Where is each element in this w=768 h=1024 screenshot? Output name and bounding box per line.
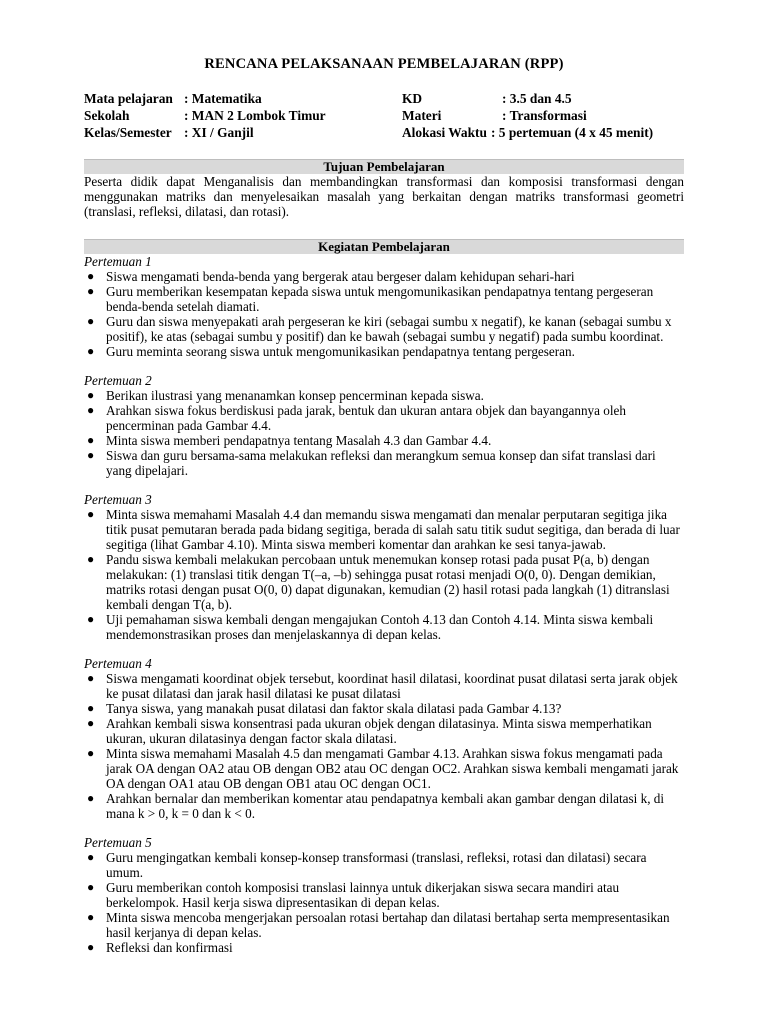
meeting-activity-list xyxy=(84,850,684,955)
list-item xyxy=(84,284,684,314)
list-item-text: Guru memberikan contoh komposisi translasi lainnya untuk dikerjakan siswa secara mandiri atau berkelompok. Hasil kerja siswa dipresentasikan di depan kelas. xyxy=(106,880,620,910)
meta-value: : Transformasi xyxy=(502,108,587,123)
list-item xyxy=(84,746,684,791)
bullet-icon: ● xyxy=(87,448,95,462)
meeting-title: Pertemuan 1 xyxy=(84,254,152,269)
list-item xyxy=(84,507,684,552)
meta-value: : XI / Ganjil xyxy=(184,125,254,140)
bullet-icon: ● xyxy=(87,701,95,715)
list-item xyxy=(84,791,684,821)
kegiatan-header: Kegiatan Pembelajaran xyxy=(84,239,684,254)
meeting-activity-list xyxy=(84,507,684,642)
bullet-icon: ● xyxy=(87,403,95,417)
meta-row-alokasi xyxy=(402,124,653,141)
list-item xyxy=(84,344,684,359)
list-item-text: Minta siswa mencoba mengerjakan persoalan rotasi bertahap dan dilatasi bertahap serta mempresentasikan hasil kerjanya di depan kelas. xyxy=(106,910,670,940)
meeting-section xyxy=(84,492,684,642)
list-item xyxy=(84,671,684,701)
meeting-section xyxy=(84,373,684,478)
list-item-text: Guru meminta seorang siswa untuk mengomunikasikan pendapatnya tentang pergeseran. xyxy=(106,344,575,359)
list-item-text: Arahkan siswa fokus berdiskusi pada jarak, bentuk dan ukuran antara objek dan bayangannya oleh pencerminan pada Gambar 4.4. xyxy=(106,403,627,433)
list-item xyxy=(84,403,684,433)
bullet-icon: ● xyxy=(87,880,95,894)
meta-label: KD xyxy=(402,91,423,106)
meta-value: : 3.5 dan 4.5 xyxy=(502,91,572,106)
bullet-icon: ● xyxy=(87,671,95,685)
list-item-text: Minta siswa memahami Masalah 4.4 dan memandu siswa mengamati dan menalar perputaran segitiga jika titik pusat pemutaran berada pada bidang segitiga, berada di salah satu titik sudut segitiga, dan berada di luar segitiga (lihat Gambar 4.10). Minta siswa memberi komentar dan arahkan ke sesi tanya-jawab. xyxy=(106,507,680,552)
list-item-text: Siswa mengamati benda-benda yang bergerak atau bergeser dalam kehidupan sehari-hari xyxy=(106,269,575,284)
list-item xyxy=(84,940,684,955)
bullet-icon: ● xyxy=(87,314,95,328)
document-title: RENCANA PELAKSANAAN PEMBELAJARAN (RPP) xyxy=(204,56,564,72)
list-item xyxy=(84,388,684,403)
list-item-text: Siswa mengamati koordinat objek tersebut, koordinat hasil dilatasi, koordinat pusat dilatasi serta jarak objek ke pusat dilatasi dan jarak hasil dilatasi ke pusat dilatasi xyxy=(106,671,678,701)
bullet-icon: ● xyxy=(87,433,95,447)
meta-row-subject xyxy=(84,90,402,107)
list-item-text: Guru memberikan kesempatan kepada siswa untuk mengomunikasikan pendapatnya tentang pergeseran benda-benda setelah diamati. xyxy=(106,284,654,314)
meta-row-materi xyxy=(402,107,653,124)
meeting-section xyxy=(84,835,684,955)
kegiatan-sections xyxy=(84,254,684,955)
list-item-text: Pandu siswa kembali melakukan percobaan untuk menemukan konsep rotasi pada pusat P(a, b) dengan melakukan: (1) translasi titik dengan T(–a, –b) sehingga pusat rotasi menjadi O(0, 0). Dengan demikian, matriks rotasi dengan pusat O(0, 0) dapat digunakan, kemudian (2) hasil rotasi pada langkah (1) ditranslasi kembali dengan T(a, b). xyxy=(106,552,670,612)
meeting-activity-list xyxy=(84,671,684,821)
meta-label: Mata pelajaran xyxy=(84,91,173,106)
bullet-icon: ● xyxy=(87,507,95,521)
meeting-title: Pertemuan 5 xyxy=(84,835,152,850)
meeting-section xyxy=(84,656,684,821)
bullet-icon: ● xyxy=(87,284,95,298)
meeting-title: Pertemuan 4 xyxy=(84,656,152,671)
bullet-icon: ● xyxy=(87,791,95,805)
tujuan-text: Peserta didik dapat Menganalisis dan membandingkan transformasi dan komposisi transformasi dengan menggunakan matriks dan menyelesaikan masalah yang berkaitan dengan matriks transformasi geometri (translasi, refleksi, dilatasi, dan rotasi). xyxy=(84,174,684,219)
bullet-icon: ● xyxy=(87,388,95,402)
meta-value: : Matematika xyxy=(184,91,262,106)
list-item xyxy=(84,448,684,478)
bullet-icon: ● xyxy=(87,746,95,760)
meta-value: : 5 pertemuan (4 x 45 menit) xyxy=(490,125,654,140)
meta-row-kd xyxy=(402,90,653,107)
list-item xyxy=(84,850,684,880)
meta-label: Kelas/Semester xyxy=(84,125,172,140)
list-item-text: Arahkan kembali siswa konsentrasi pada ukuran objek dengan dilatasinya. Minta siswa memperhatikan ukuran, ukuran dilatasinya dengan factor skala dilatasi. xyxy=(106,716,652,746)
list-item-text: Arahkan bernalar dan memberikan komentar atau pendapatnya kembali akan gambar dengan dilatasi k, di mana k > 0, k = 0 dan k < 0. xyxy=(106,791,665,821)
tujuan-header: Tujuan Pembelajaran xyxy=(84,159,684,174)
meeting-title: Pertemuan 3 xyxy=(84,492,152,507)
meta-right xyxy=(402,90,653,141)
bullet-icon: ● xyxy=(87,269,95,283)
meta-label: Alokasi Waktu xyxy=(402,125,487,140)
meeting-activity-list xyxy=(84,269,684,359)
list-item-text: Refleksi dan konfirmasi xyxy=(106,940,233,955)
bullet-icon: ● xyxy=(87,850,95,864)
meta-row-class xyxy=(84,124,402,141)
list-item xyxy=(84,880,684,910)
list-item xyxy=(84,314,684,344)
list-item-text: Uji pemahaman siswa kembali dengan mengajukan Contoh 4.13 dan Contoh 4.14. Minta siswa kembali mendemonstrasikan proses dan menjelaskannya di depan kelas. xyxy=(106,612,654,642)
meeting-title: Pertemuan 2 xyxy=(84,373,152,388)
list-item-text: Siswa dan guru bersama-sama melakukan refleksi dan merangkum semua konsep dan sifat translasi dari yang dipelajari. xyxy=(106,448,656,478)
list-item-text: Tanya siswa, yang manakah pusat dilatasi dan faktor skala dilatasi pada Gambar 4.13? xyxy=(106,701,562,716)
list-item xyxy=(84,269,684,284)
list-item xyxy=(84,552,684,612)
bullet-icon: ● xyxy=(87,612,95,626)
meta-label: Materi xyxy=(402,108,442,123)
list-item-text: Guru dan siswa menyepakati arah pergeseran ke kiri (sebagai sumbu x negatif), ke kanan (sebagai sumbu x positif), ke atas (sebagai sumbu y positif) dan ke bawah (sebagai sumbu y negatif) pada sumbu koordinat. xyxy=(106,314,672,344)
meta-block xyxy=(84,90,684,141)
list-item-text: Berikan ilustrasi yang menanamkan konsep pencerminan kepada siswa. xyxy=(106,388,484,403)
list-item xyxy=(84,612,684,642)
bullet-icon: ● xyxy=(87,344,95,358)
meta-value: : MAN 2 Lombok Timur xyxy=(184,108,326,123)
list-item xyxy=(84,433,684,448)
list-item xyxy=(84,716,684,746)
list-item xyxy=(84,701,684,716)
list-item-text: Minta siswa memahami Masalah 4.5 dan mengamati Gambar 4.13. Arahkan siswa fokus mengamati pada jarak OA dengan OA2 atau OB dengan OB2 atau OC dengan OC2. Arahkan siswa kembali mengamati jarak OA dengan OA1 atau OB dengan OB1 atau OC dengan OC1. xyxy=(106,746,679,791)
bullet-icon: ● xyxy=(87,910,95,924)
list-item-text: Minta siswa memberi pendapatnya tentang Masalah 4.3 dan Gambar 4.4. xyxy=(106,433,492,448)
meta-row-school xyxy=(84,107,402,124)
bullet-icon: ● xyxy=(87,940,95,954)
meeting-activity-list xyxy=(84,388,684,478)
meta-left xyxy=(84,90,402,141)
list-item-text: Guru mengingatkan kembali konsep-konsep transformasi (translasi, refleksi, rotasi dan dilatasi) secara umum. xyxy=(106,850,647,880)
meeting-section xyxy=(84,254,684,359)
bullet-icon: ● xyxy=(87,716,95,730)
bullet-icon: ● xyxy=(87,552,95,566)
list-item xyxy=(84,910,684,940)
meta-label: Sekolah xyxy=(84,108,130,123)
